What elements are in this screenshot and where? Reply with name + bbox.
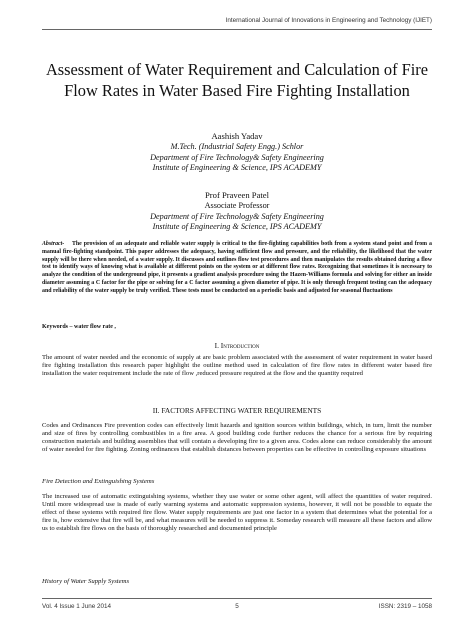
author-role: M.Tech. (Industrial Safety Engg.) Schlor [170, 141, 304, 151]
abstract [42, 241, 432, 295]
paper-title: Assessment of Water Requirement and Calculation of Fire Flow Rates in Water Based Fire Fighting Installation [45, 60, 429, 100]
subsection-heading-history: History of Water Supply Systems [42, 578, 130, 585]
subsection-heading-detection: Fire Detection and Extinguishing Systems [42, 478, 155, 485]
abstract-text: The provision of an adequate and reliable water supply is critical to the fire-fighting capabilities both from a system stand point and from a manual fire-fighting standpoint. This paper addresses the adequacy, having sufficient flow and pressure, and the reliability, the likelihood that the water supply will be there when needed, of a water supply. It discusses and outlines flow test procedures and then manipulates the results obtained during a flow test to identify ways of knowing what is available at different points on the system or at different flow rates. Recognizing that sometimes it is necessary to analyze the condition of the underground pipe, it presents a gradient analysis procedure using the Hazen-Williams formula and solving for either an inside diameter assuming a C factor for the pipe or solving for a C factor assuming a given diameter of pipe. It is only through frequent testing can the adequacy and reliability of the water supply be truly verified. These tests must be conducted on a periodic basis and adjusted for seasonal fluctuations [42, 241, 432, 294]
journal-header: International Journal of Innovations in Engineering and Technology (IJIET) [225, 17, 432, 24]
author-block-2 [42, 190, 432, 233]
factors-paragraph: Codes and Ordinances Fire prevention codes can effectively limit hazards and ignition sources within buildings, which, in turn, limit the number and size of fires by controlling combustibles in a fire area. A good building code further reduces the chance for a serious fire by requiring construction materials and building assemblies that will contain a developing fire to a given area. Codes alone can reduce considerably the amount of water needed for fire fighting. Zoning ordinances that establish distances between properties can be effective in controlling exposure situations [42, 422, 432, 454]
author-name: Prof Praveen Patel [205, 190, 269, 200]
section-heading-introduction: I. Introduction [214, 341, 260, 350]
author-block-1 [42, 131, 432, 174]
header-divider [42, 29, 432, 30]
footer-page-number: 5 [235, 603, 239, 610]
footer-issn: ISSN: 2319 – 1058 [378, 603, 432, 610]
section-heading-factors: II. FACTORS AFFECTING WATER REQUIREMENTS [152, 406, 322, 415]
abstract-label: Abstract- [42, 241, 65, 247]
author-department: Department of Fire Technology& Safety Engineering [150, 152, 324, 162]
author-institute: Institute of Engineering & Science, IPS ACADEMY [152, 163, 322, 173]
footer-volume: Vol. 4 Issue 1 June 2014 [42, 603, 111, 610]
author-institute: Institute of Engineering & Science, IPS ACADEMY [152, 222, 322, 232]
author-name: Aashish Yadav [211, 131, 263, 141]
detection-paragraph: The increased use of automatic extinguishing systems, whether they use water or some other agent, will affect the quantities of water required. Until more widespread use is made of early warning systems and automatic suppression systems, however, it will not be possible to equate the effect of these systems with required fire flow. Water supply requirements are just one factor in a system that determines what the potential for a fire is, how extensive that fire will be, and what measures will be needed to suppress it. Someday research will measure all these factors and allow us to establish fire flows on the basis of thoroughly researched and documented principle [42, 493, 432, 533]
author-department: Department of Fire Technology& Safety Engineering [150, 211, 324, 221]
keywords: Keywords – water flow rate , [42, 324, 116, 330]
footer-divider [42, 598, 432, 599]
author-role: Associate Professor [204, 200, 270, 210]
introduction-paragraph: The amount of water needed and the economic of supply at are basic problem associated with the assessment of water requirement in water based fire fighting installation this research paper highlight the outline method used in calculation of fire flow rates in different water based fire installation the water requirement include the rate of flow ,reduced pressure required at the flow and the quantity required [42, 354, 432, 378]
